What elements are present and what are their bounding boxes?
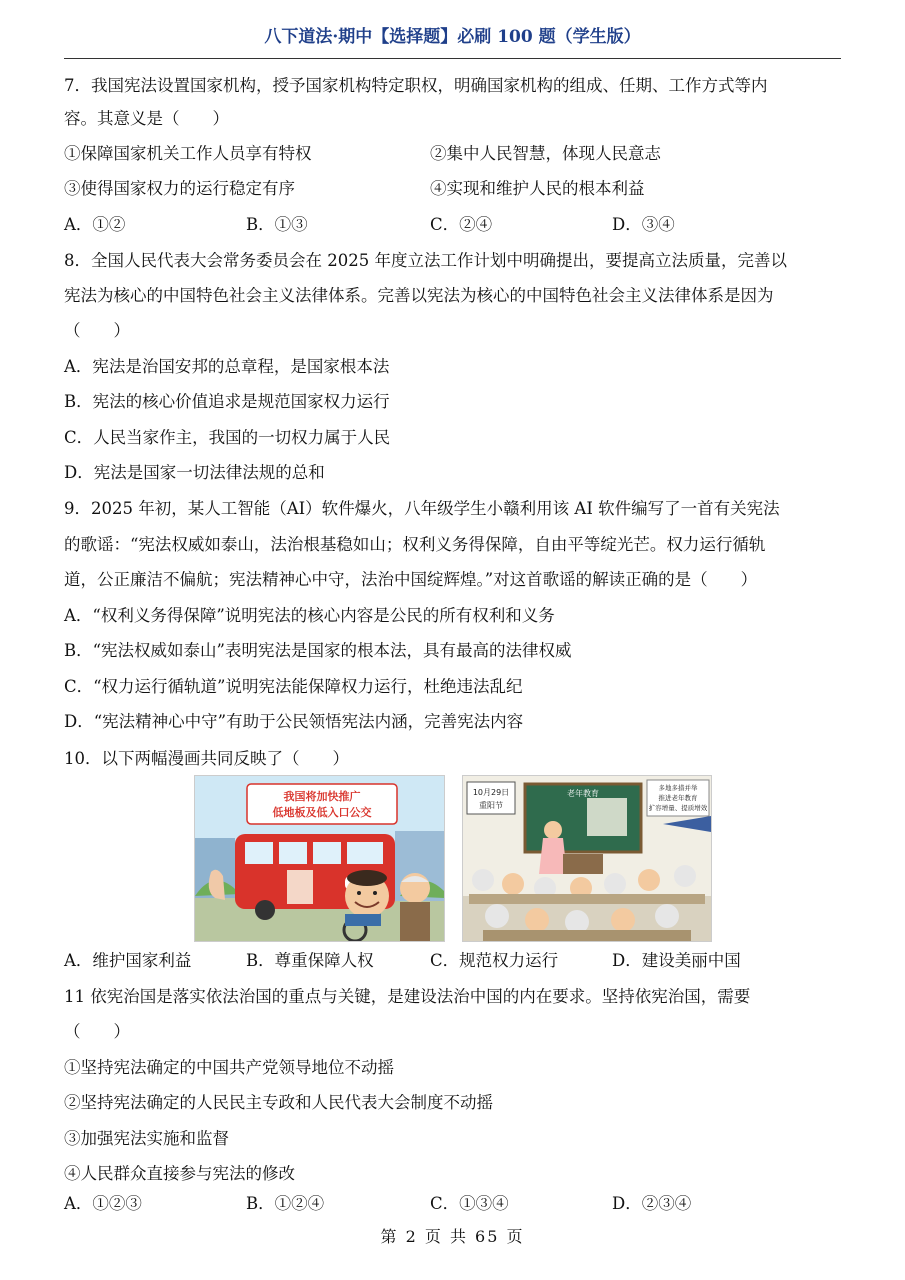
q8-option-a: A．宪法是治国安邦的总章程，是国家根本法 — [64, 357, 390, 376]
q9-option-b: B．“宪法权威如泰山”表明宪法是国家的根本法，具有最高的法律权威 — [64, 641, 572, 660]
q11-option-d: D．②③④ — [612, 1194, 692, 1213]
q9-option-a: A．“权利义务得保障”说明宪法的核心内容是公民的所有权利和义务 — [64, 606, 555, 625]
page-number: 第 2 页 共 65 页 — [380, 1227, 525, 1246]
comic-bus-image — [194, 775, 445, 942]
q9-option-c: C．“权力运行循轨道”说明宪法能保障权力运行，杜绝违法乱纪 — [64, 677, 523, 696]
comic-elderly-education-image — [462, 775, 712, 942]
comic2-date: 10月29日 — [472, 788, 510, 797]
q7-option-c: C．②④ — [430, 215, 493, 234]
q11-statement-1: ①坚持宪法确定的中国共产党领导地位不动摇 — [64, 1058, 394, 1077]
q11-statement-2: ②坚持宪法确定的人民民主专政和人民代表大会制度不动摇 — [64, 1093, 493, 1112]
q7-statement-4: ④实现和维护人民的根本利益 — [430, 179, 645, 198]
comic2-sign-3: 扩容增量、提质增效 — [648, 804, 708, 812]
q9-option-d: D．“宪法精神心中守”有助于公民领悟宪法内涵，完善宪法内容 — [64, 712, 524, 731]
page-header: 八下道法·期中【选择题】必刷 100 题（学生版） — [264, 27, 641, 47]
q7-statements-row2 — [64, 178, 841, 200]
q8-option-c: C．人民当家作主，我国的一切权力属于人民 — [64, 428, 391, 447]
comic2-sign-1: 多地多措并举 — [658, 784, 698, 792]
q7-option-d: D．③④ — [612, 215, 675, 234]
q11-stem-line2: （ ） — [64, 1022, 130, 1041]
q8-option-d: D．宪法是国家一切法律法规的总和 — [64, 463, 325, 482]
q7-stem-line2: 容。其意义是（ ） — [64, 109, 229, 128]
q7-statement-1: ①保障国家机关工作人员享有特权 — [64, 144, 312, 163]
q11-statement-3: ③加强宪法实施和监督 — [64, 1129, 229, 1148]
q11-option-c: C．①③④ — [430, 1194, 509, 1213]
q11-option-b: B．①②④ — [246, 1194, 325, 1213]
q7-statement-3: ③使得国家权力的运行稳定有序 — [64, 179, 295, 198]
q11-statement-4: ④人民群众直接参与宪法的修改 — [64, 1164, 295, 1183]
q9-stem-line2: 的歌谣：“宪法权威如泰山，法治根基稳如山；权利义务得保障，自由平等绽光芒。权力运行循轨 — [64, 535, 766, 554]
q10-option-c: C．规范权力运行 — [430, 951, 559, 970]
q11-stem-line1: 11 依宪治国是落实依法治国的重点与关键，是建设法治中国的内在要求。坚持依宪治国，需要 — [64, 987, 751, 1006]
q9-stem-line1: 9．2025 年初，某人工智能（AI）软件爆火，八年级学生小赣利用该 AI 软件编写了一首有关宪法 — [64, 499, 780, 518]
q8-stem-line2: 宪法为核心的中国特色社会主义法律体系。完善以宪法为核心的中国特色社会主义法律体系是因为 — [64, 286, 774, 305]
q10-option-b: B．尊重保障人权 — [246, 951, 374, 970]
comic2-festival: 重阳节 — [479, 801, 503, 810]
q7-statement-2: ②集中人民智慧，体现人民意志 — [430, 144, 661, 163]
q10-option-a: A．维护国家利益 — [64, 951, 192, 970]
q7-statements-row1 — [64, 143, 841, 165]
comic2-board-title: 老年教育 — [567, 789, 599, 798]
comic2-sign-2: 推进老年教育 — [658, 794, 698, 802]
comic1-caption-1: 我国将加快推广 — [283, 790, 361, 803]
q11-options — [64, 1193, 841, 1215]
comic1-caption-2: 低地板及低入口公交 — [272, 806, 372, 819]
header-divider — [64, 58, 841, 59]
q7-option-b: B．①③ — [246, 215, 308, 234]
q8-option-b: B．宪法的核心价值追求是规范国家权力运行 — [64, 392, 390, 411]
q10-option-d: D．建设美丽中国 — [612, 951, 741, 970]
q10-stem: 10．以下两幅漫画共同反映了（ ） — [64, 749, 349, 768]
q7-option-a: A．①② — [64, 215, 126, 234]
q8-stem-line1: 8．全国人民代表大会常务委员会在 2025 年度立法工作计划中明确提出，要提高立法质量，完善以 — [64, 251, 787, 270]
q10-options — [64, 950, 841, 972]
q7-options — [64, 214, 841, 236]
q11-option-a: A．①②③ — [64, 1194, 142, 1213]
q9-stem-line3: 道，公正廉洁不偏航；宪法精神心中守，法治中国绽辉煌。”对这首歌谣的解读正确的是（ ） — [64, 570, 758, 589]
q8-stem-line3: （ ） — [64, 321, 130, 340]
q7-stem-line1: 7．我国宪法设置国家机构，授予国家机构特定职权，明确国家机构的组成、任期、工作方式等内 — [64, 76, 768, 95]
